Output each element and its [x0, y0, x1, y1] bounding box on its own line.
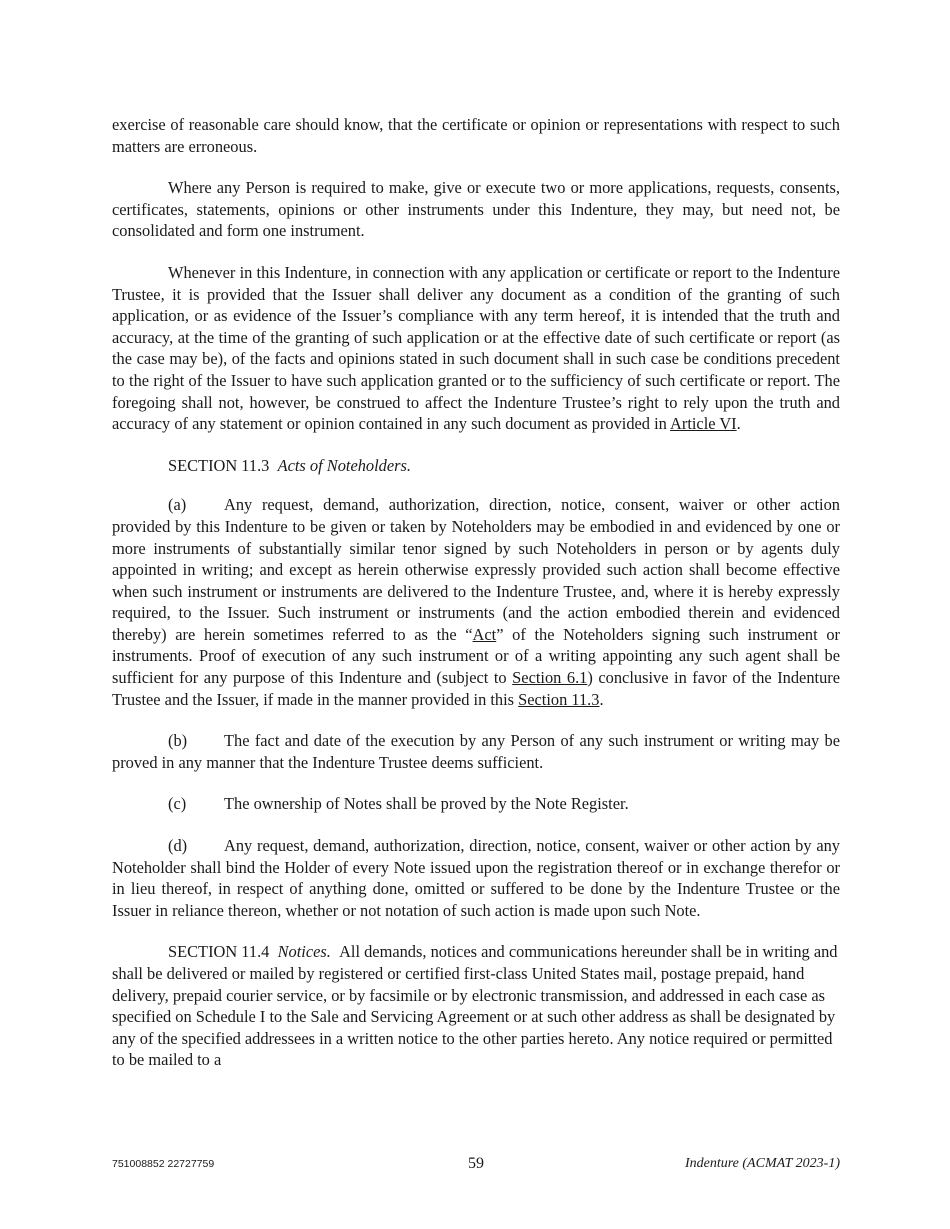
subsection-text: Any request, demand, authorization, direction, notice, consent, waiver or other action provided by this Indenture to be given or taken by Noteholders may be embodied in and evidenced by one or more instruments of substantially similar tenor signed by such Noteholders in person or by agents duly appointed in writing; and except as herein otherwise expressly provided such action shall become effective when such instrument or instruments are delivered to the Indenture Trustee, and, where it is hereby expressly required, to the Issuer. Such instrument or instruments (and the action embodied therein and evidenced thereby) are herein sometimes referred to as the “ — [112, 495, 840, 644]
section-title: Acts of Noteholders. — [277, 455, 411, 475]
subsection-text: ) conclusive in favor of the Indenture Trustee and the Issuer, if made in the manner provided in this — [112, 668, 841, 709]
document-id: 751008852 22727759 — [112, 1158, 215, 1170]
subsection-c — [112, 793, 840, 815]
paragraph-conditions-precedent — [112, 262, 840, 435]
document-body — [112, 114, 840, 1091]
subsection-text: ” of the Noteholders signing such instrument or instruments. Proof of execution of any such instrument or of a writing appointing any such agent shall be sufficient for any purpose of this Indenture and (subject to — [112, 624, 841, 688]
paragraph-multiple-instruments: Where any Person is required to make, give or execute two or more applications, requests, consents, certificates, statements, opinions or other instruments under this Indenture, they may, but need not, be consolidated and form one instrument. — [112, 178, 840, 241]
subsection-text: Any request, demand, authorization, direction, notice, consent, waiver or other action by any Noteholder shall bind the Holder of every Note issued upon the registration thereof or in exchange therefor or in lieu thereof, in respect of anything done, omitted or suffered to be done by the Indenture Trustee or the Issuer in reliance thereon, whether or not notation of such action is made upon such Note. — [112, 836, 840, 920]
section-label: SECTION 11.4 — [168, 942, 270, 962]
section-title: Notices. — [277, 942, 331, 962]
page-number: 59 — [468, 1155, 484, 1172]
paragraph-continuation: exercise of reasonable care should know, that the certificate or opinion or representations with respect to such matters are erroneous. — [112, 115, 840, 156]
section-label: SECTION 11.3 — [168, 455, 270, 475]
subsection-text: The fact and date of the execution by any Person of any such instrument or writing may be proved in any manner that the Indenture Trustee deems sufficient. — [112, 731, 840, 772]
section-6-1-reference: Section 6.1 — [512, 668, 588, 688]
subsection-b — [112, 730, 840, 773]
subsection-label: (d) — [168, 836, 188, 856]
subsection-label: (b) — [168, 731, 188, 751]
subsection-a — [112, 494, 840, 710]
subsection-label: (c) — [168, 794, 187, 814]
subsection-label: (a) — [168, 495, 187, 515]
section-11-4-notices — [112, 941, 840, 1071]
subsection-text: . — [599, 689, 604, 709]
paragraph-text: Whenever in this Indenture, in connection with any application or certificate or report to the Indenture Trustee, it is provided that the Issuer shall deliver any document as a condition of the granting of such application, or as evidence of the Issuer’s compliance with any term hereof, it is intended that the truth and accuracy, at the time of the granting of such application or at the effective date of such certificate or report (as the case may be), of the facts and opinions stated in such document shall in such case be conditions precedent to the right of the Issuer to have such application granted or to the sufficiency of such certificate or report. The foregoing shall not, however, be construed to affect the Indenture Trustee’s right to rely upon the truth and accuracy of any statement or opinion contained in any such document as provided in — [112, 262, 840, 434]
section-11-3-reference: Section 11.3 — [518, 689, 600, 709]
act-defined-term: Act — [472, 624, 497, 644]
page-footer — [112, 1156, 840, 1176]
subsection-text: The ownership of Notes shall be proved by the Note Register. — [224, 794, 629, 814]
article-vi-reference: Article VI — [670, 414, 737, 434]
document-title: Indenture (ACMAT 2023-1) — [684, 1156, 840, 1171]
section-11-3-heading — [112, 455, 840, 477]
paragraph-end: . — [736, 414, 741, 434]
section-text: All demands, notices and communications hereunder shall be in writing and shall be delivered or mailed by registered or certified first-class United States mail, postage prepaid, hand delivery, prepaid courier service, or by facsimile or by electronic transmission, and addressed in each case as specified on Schedule I to the Sale and Servicing Agreement or at such other address as shall be designated by any of the specified addressees in a written notice to the other parties hereto. Any notice required or permitted to be mailed to a — [112, 942, 838, 1070]
subsection-d — [112, 835, 840, 921]
